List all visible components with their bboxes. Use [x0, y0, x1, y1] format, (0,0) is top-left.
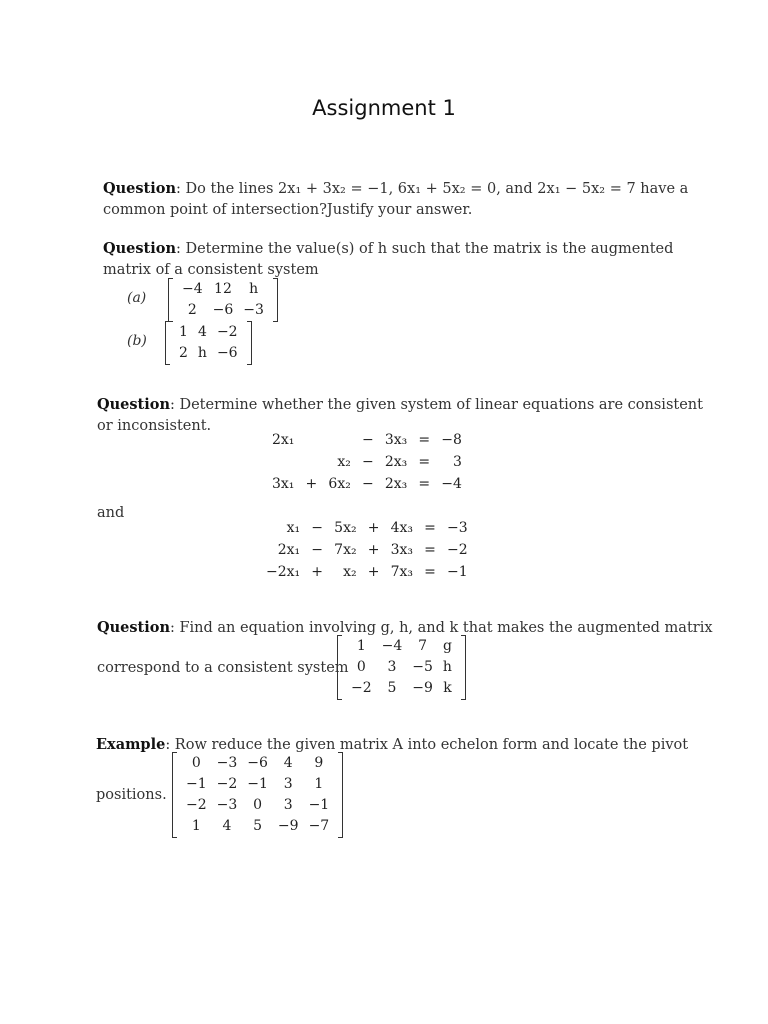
equation-term: −1 — [447, 564, 468, 580]
matrix-entry: −4 — [182, 281, 203, 297]
question-3-text-line2: or inconsistent. — [97, 418, 212, 434]
equation-row — [262, 561, 472, 583]
matrix-entry: −1 — [186, 776, 207, 792]
matrix-row — [181, 816, 334, 837]
question-2-label: Question — [103, 240, 176, 257]
equation-term: − — [361, 454, 374, 470]
question-1-text-line1: : Do the lines 2x₁ + 3x₂ = −1, 6x₁ + 5x₂ = 0, and 2x₁ − 5x₂ = 7 have a — [175, 181, 689, 197]
matrix-entry: 3 — [387, 659, 397, 675]
part-b-matrix — [165, 322, 252, 364]
matrix-entry: −1 — [247, 776, 268, 792]
equation-term: −2x₁ — [266, 564, 301, 580]
equation-term: + — [367, 542, 380, 558]
equation-system-2 — [262, 517, 472, 583]
matrix-entry: h — [442, 659, 452, 675]
matrix-entry: −5 — [412, 659, 433, 675]
matrix-entry: 2 — [179, 345, 188, 361]
equation-term — [324, 429, 354, 451]
matrix-entry: −1 — [308, 797, 330, 813]
matrix-entry: 7 — [418, 638, 428, 654]
equation-term: 2x₁ — [272, 432, 295, 448]
matrix-entry: 0 — [191, 755, 201, 771]
equation-term: 3 — [452, 454, 462, 470]
question-2-text-line1: : Determine the value(s) of h such that the matrix is the augmented — [175, 241, 674, 257]
matrix-row — [181, 795, 334, 816]
equation-system-1 — [268, 429, 466, 495]
matrix-entry: −2 — [351, 680, 372, 696]
matrix-entry: −7 — [308, 818, 330, 834]
equation-term: 4x₃ — [390, 520, 413, 536]
matrix-entry: −2 — [216, 324, 238, 340]
equation-term: + — [305, 476, 318, 492]
matrix-row — [346, 636, 457, 657]
matrix-entry: 4 — [283, 755, 293, 771]
equation-term: −2 — [447, 542, 468, 558]
equation-term: − — [361, 476, 374, 492]
question-4-matrix — [337, 636, 466, 699]
equation-term: + — [367, 520, 380, 536]
matrix-entry: 1 — [356, 638, 366, 654]
matrix-entry: 0 — [253, 797, 263, 813]
equation-term: + — [367, 564, 380, 580]
equation-term: = — [418, 432, 431, 448]
matrix-entry: −3 — [216, 755, 238, 771]
matrix-row — [181, 774, 334, 795]
equation-term: 2x₃ — [384, 454, 408, 470]
question-3-text-line1: : Determine whether the given system of linear equations are consistent — [169, 397, 703, 413]
equation-term: 2x₃ — [384, 476, 408, 492]
matrix-entry: 5 — [253, 818, 263, 834]
matrix-entry: 1 — [314, 776, 324, 792]
matrix-entry: 5 — [387, 680, 397, 696]
question-3-label: Question — [97, 396, 170, 413]
matrix-entry: −6 — [216, 345, 238, 361]
example-text-line1: : Row reduce the given matrix A into echelon form and locate the pivot — [165, 737, 689, 753]
equation-row — [262, 517, 472, 539]
equation-term: 7x₃ — [390, 564, 413, 580]
part-a-matrix — [168, 279, 278, 321]
question-4-text-line2: correspond to a consistent system — [97, 660, 349, 676]
equation-row — [268, 473, 466, 495]
matrix-entry: h — [197, 345, 207, 361]
matrix-entry: 3 — [283, 776, 293, 792]
example-label: Example — [96, 736, 166, 753]
matrix-entry: 0 — [356, 659, 366, 675]
matrix-entry: 9 — [314, 755, 324, 771]
equation-term: = — [418, 476, 431, 492]
equation-term — [298, 429, 324, 451]
equation-term — [298, 451, 324, 473]
matrix-row — [174, 343, 243, 364]
equation-term: 3x₃ — [390, 542, 413, 558]
equation-term: = — [424, 520, 436, 536]
matrix-entry: h — [249, 281, 259, 297]
equation-term: x₁ — [286, 520, 301, 536]
equation-term: 5x₂ — [334, 520, 357, 536]
matrix-entry: 1 — [179, 324, 188, 340]
matrix-entry: −2 — [186, 797, 207, 813]
question-1-text-line2: common point of intersection?Justify your answer. — [103, 202, 473, 218]
and-label: and — [97, 505, 125, 521]
matrix-entry: 3 — [283, 797, 293, 813]
matrix-entry: k — [443, 680, 452, 696]
equation-term: −8 — [441, 432, 462, 448]
matrix-entry: 4 — [197, 324, 207, 340]
part-a-label: (a) — [127, 290, 147, 306]
equation-term: 7x₂ — [334, 542, 357, 558]
matrix-entry: −3 — [216, 797, 238, 813]
matrix-row — [346, 657, 457, 678]
matrix-entry: −2 — [216, 776, 238, 792]
matrix-entry: −9 — [277, 818, 299, 834]
example-matrix — [172, 753, 343, 837]
matrix-entry: −4 — [381, 638, 403, 654]
question-2-text-line2: matrix of a consistent system — [103, 262, 319, 278]
equation-term: = — [424, 564, 436, 580]
question-4-label: Question — [97, 619, 170, 636]
equation-term: − — [361, 432, 374, 448]
equation-term — [268, 451, 298, 473]
equation-term: −3 — [447, 520, 468, 536]
question-4-text-line1: : Find an equation involving g, h, and k that makes the augmented matrix — [169, 620, 713, 636]
document-title: Assignment 1 — [312, 96, 456, 120]
equation-term: 2x₁ — [277, 542, 301, 558]
equation-row — [268, 429, 466, 451]
equation-term: −4 — [441, 476, 462, 492]
equation-term: 3x₃ — [384, 432, 408, 448]
matrix-entry: −3 — [243, 302, 264, 318]
equation-term: = — [424, 542, 436, 558]
part-b-label: (b) — [127, 333, 147, 349]
equation-term: 3x₁ — [272, 476, 295, 492]
equation-term: x₂ — [337, 454, 351, 470]
equation-term: + — [311, 564, 324, 580]
matrix-entry: g — [442, 638, 452, 654]
equation-term: = — [418, 454, 431, 470]
equation-term: − — [311, 520, 324, 536]
matrix-entry: −6 — [212, 302, 234, 318]
matrix-row — [174, 322, 243, 343]
question-1-label: Question — [103, 180, 176, 197]
matrix-row — [346, 678, 457, 699]
equation-row — [268, 451, 466, 473]
matrix-entry: 12 — [214, 281, 232, 297]
matrix-entry: −9 — [412, 680, 433, 696]
matrix-row — [177, 300, 269, 321]
question-1 — [103, 178, 688, 221]
matrix-entry: 2 — [187, 302, 197, 318]
example-text-line2: positions. — [96, 787, 167, 803]
matrix-entry: −6 — [247, 755, 268, 771]
matrix-entry: 4 — [222, 818, 232, 834]
question-2 — [103, 238, 673, 281]
matrix-entry: 1 — [191, 818, 201, 834]
matrix-row — [177, 279, 269, 300]
equation-term: x₂ — [343, 564, 357, 580]
equation-row — [262, 539, 472, 561]
equation-term: − — [311, 542, 324, 558]
equation-term: 6x₂ — [328, 476, 351, 492]
matrix-row — [181, 753, 334, 774]
